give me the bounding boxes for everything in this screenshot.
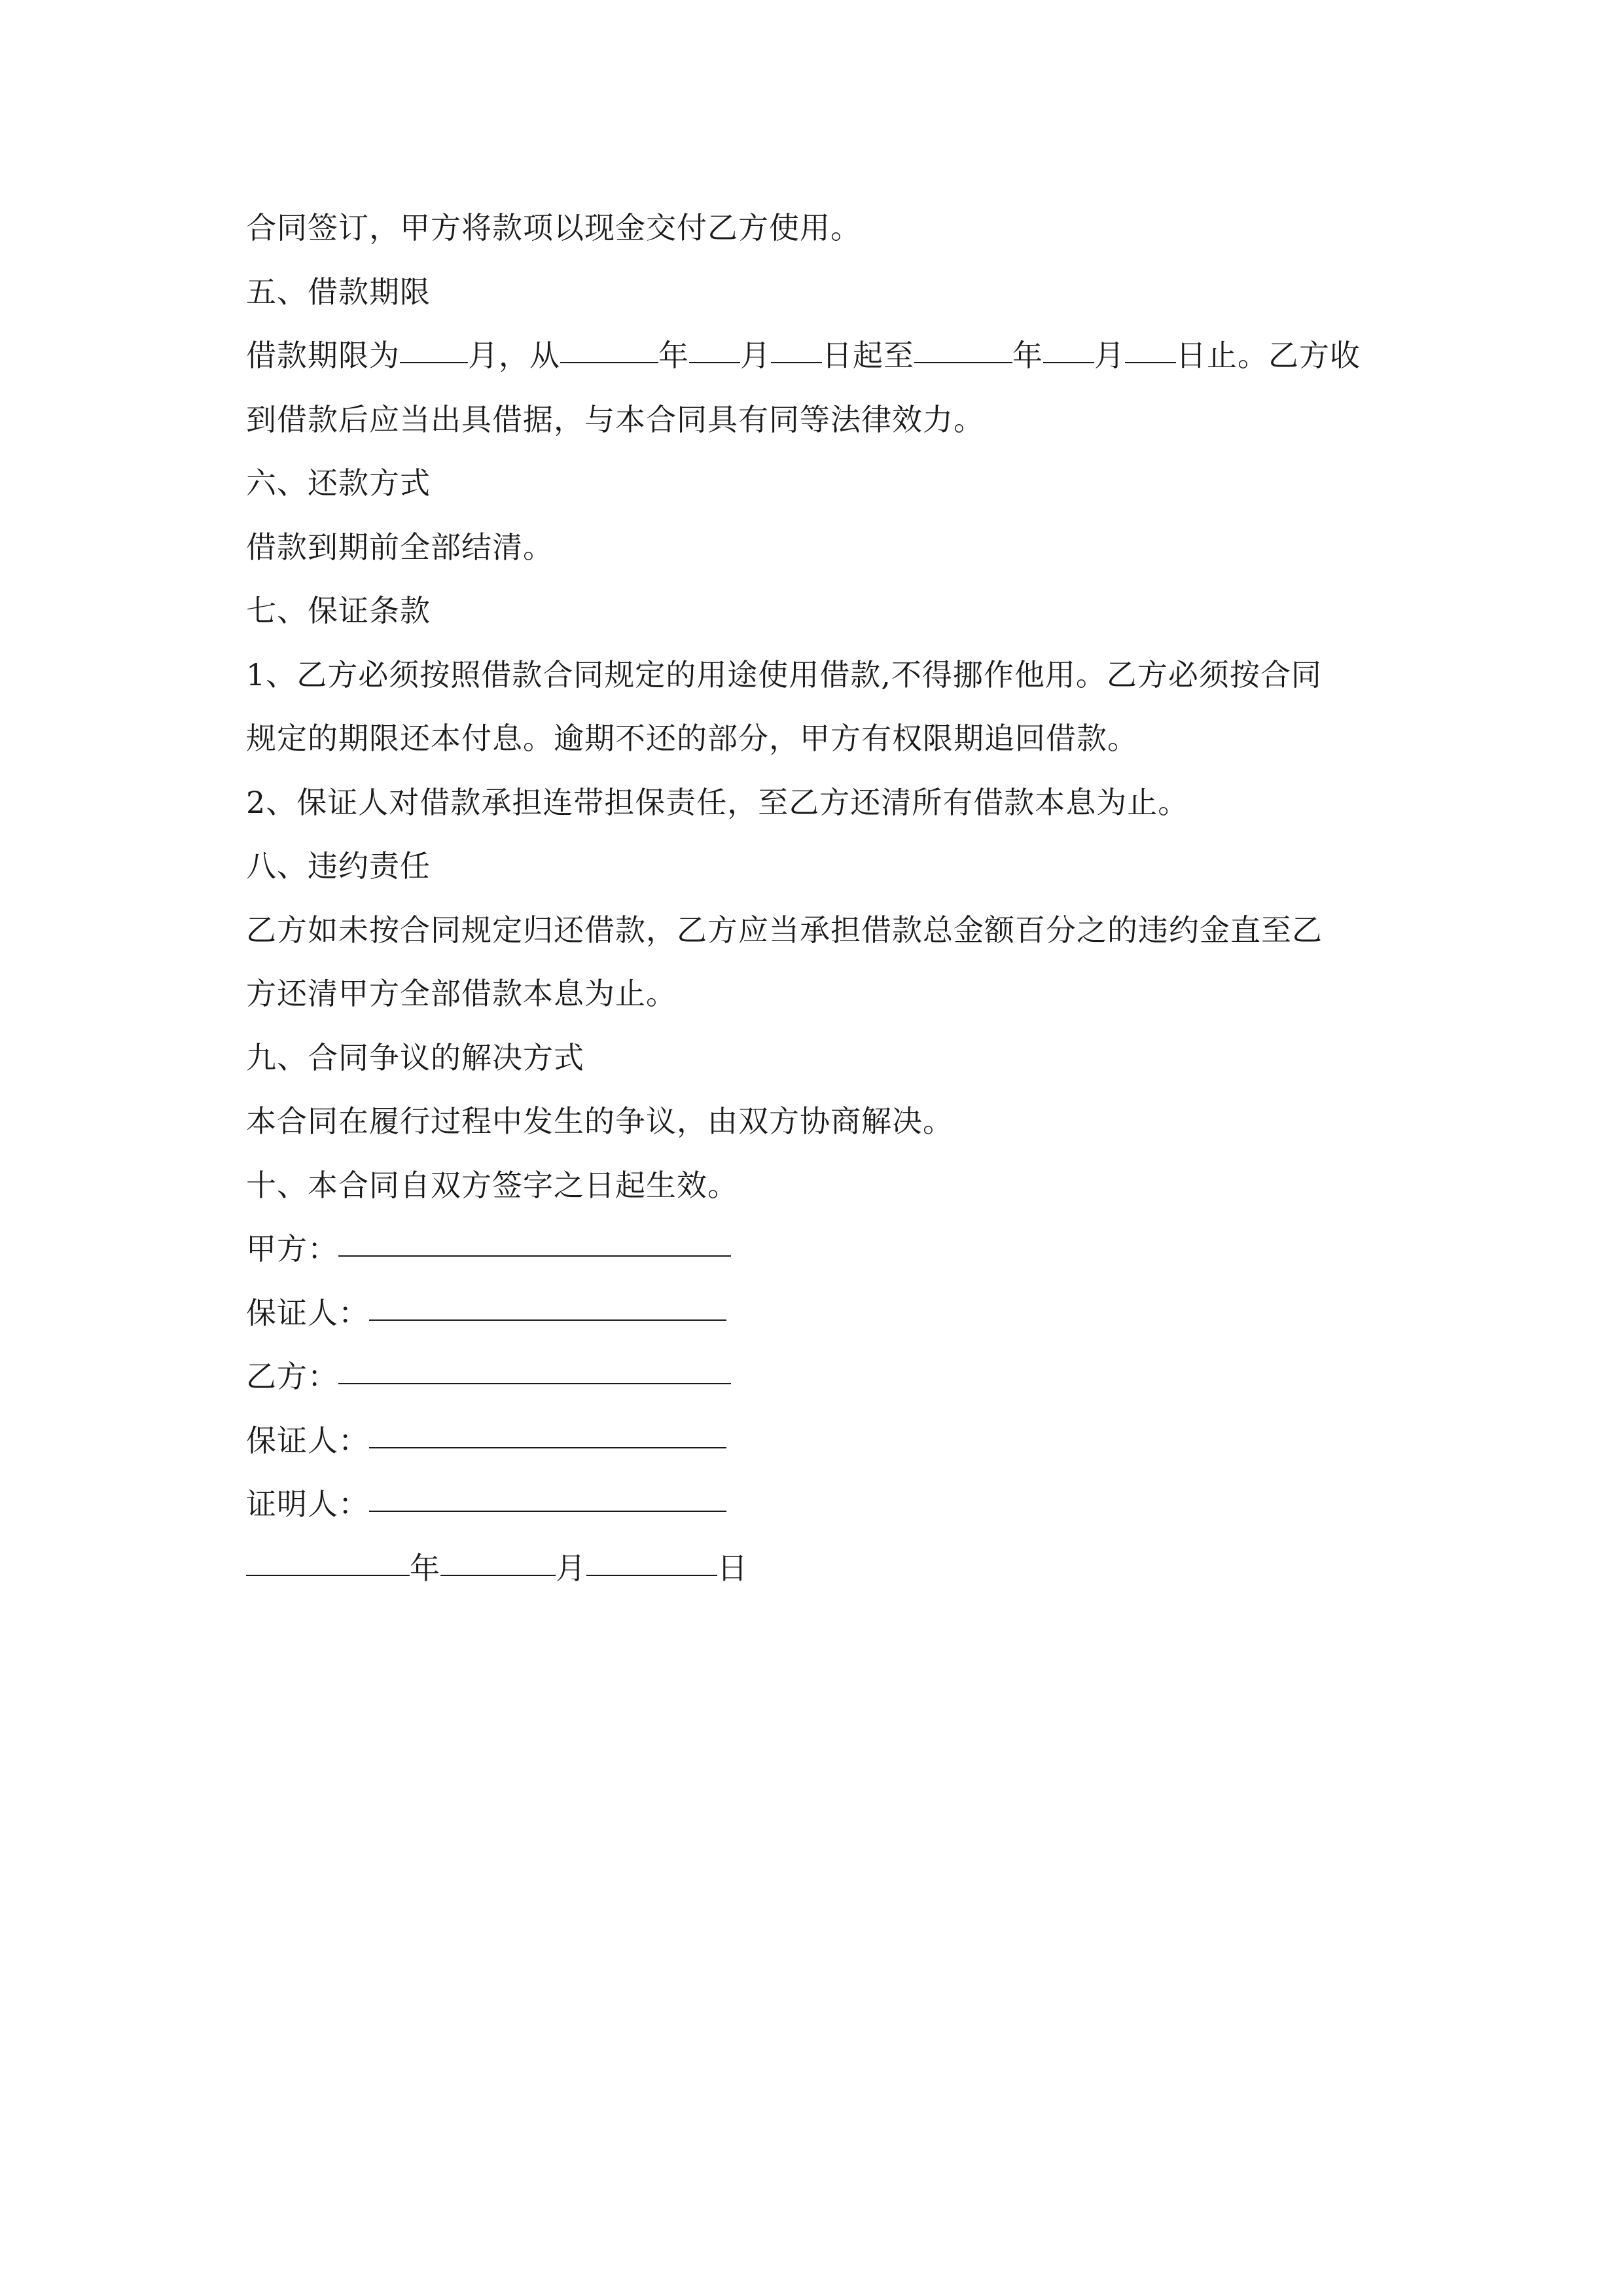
signature-label: 保证人： — [246, 1422, 369, 1458]
paragraph-line: 1、乙方必须按照借款合同规定的用途使用借款,不得挪作他用。乙方必须按合同 — [246, 656, 1322, 692]
date-year-blank[interactable] — [246, 1537, 410, 1576]
text-segment: 年 — [1012, 338, 1043, 373]
text-segment: 日起至 — [822, 338, 914, 373]
paragraph-line: 到借款后应当出具借据，与本合同具有同等法律效力。 — [246, 401, 984, 437]
signature-label: 甲方： — [246, 1231, 338, 1266]
end-day-blank[interactable] — [1125, 324, 1176, 363]
signature-party-b — [246, 1345, 1398, 1409]
date-label: 年 — [410, 1550, 440, 1586]
text-segment: 年 — [658, 338, 689, 373]
date-label: 日 — [717, 1550, 748, 1586]
section-heading-dispute: 九、合同争议的解决方式 — [246, 1039, 584, 1075]
signature-label: 证明人： — [246, 1486, 369, 1522]
signature-witness — [246, 1473, 1398, 1537]
date-month-blank[interactable] — [440, 1537, 556, 1576]
signature-guarantor-2 — [246, 1409, 1398, 1473]
text-segment: 日止。乙方收 — [1176, 338, 1361, 373]
paragraph-line: 2、保证人对借款承担连带担保责任，至乙方还清所有借款本息为止。 — [246, 784, 1189, 820]
guarantor-2-signature-field[interactable] — [369, 1409, 726, 1448]
end-year-blank[interactable] — [914, 324, 1012, 363]
text-segment: 月 — [1094, 338, 1125, 373]
paragraph-line: 十、本合同自双方签字之日起生效。 — [246, 1167, 738, 1203]
start-year-blank[interactable] — [560, 324, 658, 363]
text-segment: 借款期限为 — [246, 338, 400, 373]
paragraph-line: 规定的期限还本付息。逾期不还的部分，甲方有权限期追回借款。 — [246, 721, 1138, 756]
section-heading-repayment: 六、还款方式 — [246, 465, 431, 501]
signature-party-a — [246, 1217, 1398, 1282]
signature-guarantor-1 — [246, 1282, 1398, 1346]
date-label: 月 — [556, 1550, 586, 1586]
paragraph-line: 借款到期前全部结清。 — [246, 529, 554, 565]
document-body — [246, 196, 1398, 1600]
paragraph-line: 本合同在履行过程中发生的争议，由双方协商解决。 — [246, 1103, 954, 1139]
paragraph-line: 合同签订，甲方将款项以现金交付乙方使用。 — [246, 210, 861, 245]
paragraph-line: 方还清甲方全部借款本息为止。 — [246, 976, 677, 1011]
section-heading-breach: 八、违约责任 — [246, 848, 431, 884]
guarantor-1-signature-field[interactable] — [369, 1282, 726, 1321]
start-day-blank[interactable] — [771, 324, 822, 363]
start-month-blank[interactable] — [689, 324, 740, 363]
section-heading-guarantee: 七、保证条款 — [246, 593, 431, 628]
party-a-signature-field[interactable] — [338, 1217, 731, 1257]
loan-term-line — [246, 324, 1398, 388]
section-heading-loan-term: 五、借款期限 — [246, 274, 431, 310]
month-count-blank[interactable] — [400, 324, 468, 363]
party-b-signature-field[interactable] — [338, 1345, 731, 1384]
text-segment: 月，从 — [468, 338, 560, 373]
date-day-blank[interactable] — [586, 1537, 717, 1576]
witness-signature-field[interactable] — [369, 1473, 726, 1512]
signature-label: 乙方： — [246, 1359, 338, 1394]
signing-date-line — [246, 1537, 1398, 1601]
text-segment: 月 — [740, 338, 771, 373]
end-month-blank[interactable] — [1043, 324, 1094, 363]
signature-label: 保证人： — [246, 1295, 369, 1331]
paragraph-line: 乙方如未按合同规定归还借款，乙方应当承担借款总金额百分之的违约金直至乙 — [246, 912, 1323, 948]
